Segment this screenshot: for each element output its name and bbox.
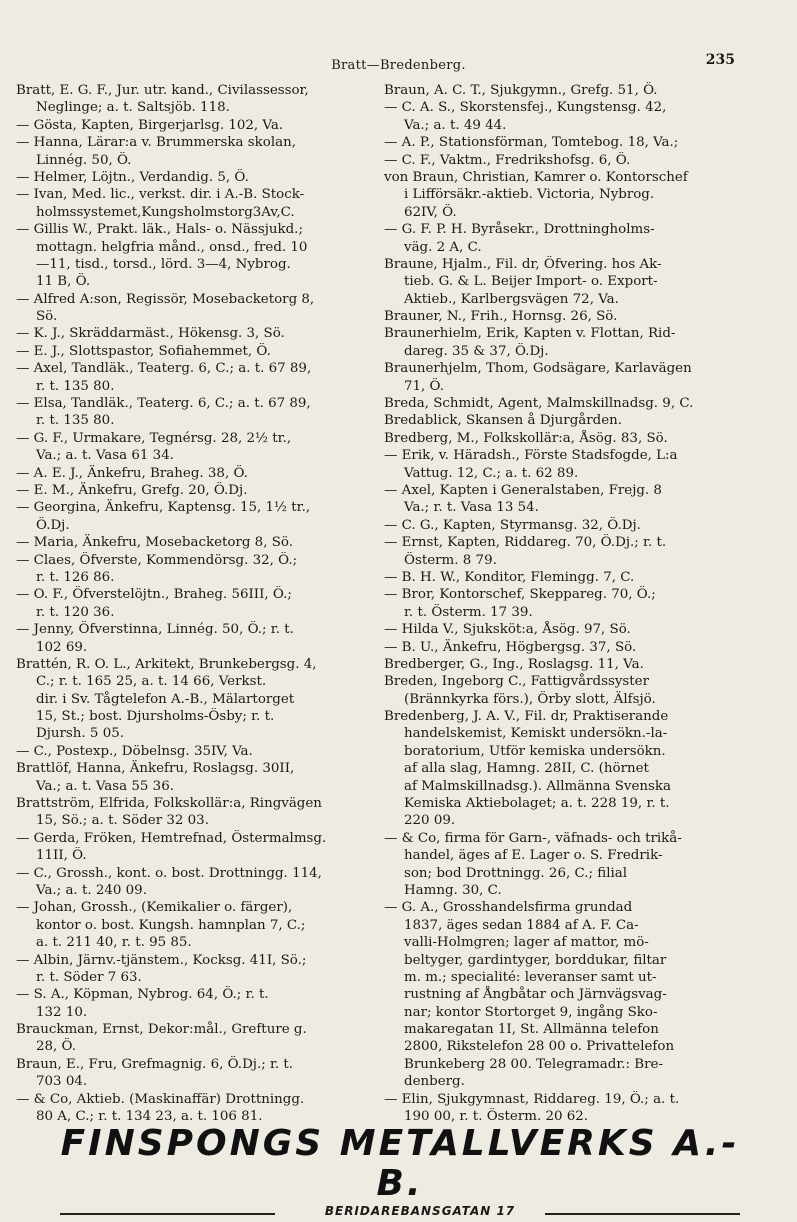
directory-line: — B. H. W., Konditor, Flemingg. 7, C. (384, 569, 635, 585)
directory-line: dir. i Sv. Tågtelefon A.-B., Mälartorget (36, 691, 295, 707)
page-header (0, 52, 797, 78)
directory-line: Va.; a. t. 49 44. (404, 117, 507, 133)
directory-line: Bredberg, M., Folkskollär:a, Åsög. 83, Sö. (384, 430, 668, 446)
directory-line: — Gösta, Kapten, Birgerjarlsg. 102, Va. (16, 117, 284, 133)
directory-line: Hamng. 30, C. (404, 882, 502, 898)
directory-line: valli-Holmgren; lager af mattor, mö- (404, 935, 649, 951)
directory-line: — C. F., Vaktm., Fredrikshofsg. 6, Ö. (384, 152, 631, 168)
directory-line: — C. G., Kapten, Styrmansg. 32, Ö.Dj. (384, 517, 641, 533)
right-column (384, 82, 786, 1125)
directory-line: — Georgina, Änkefru, Kaptensg. 15, 1½ tr., (16, 500, 311, 516)
page-number: 235 (705, 52, 735, 68)
directory-line: — S. A., Köpman, Nybrog. 64, Ö.; r. t. (16, 987, 269, 1003)
directory-line: 15, Sö.; a. t. Söder 32 03. (36, 813, 209, 829)
directory-line: kontor o. bost. Kungsh. hamnplan 7, C.; (36, 917, 306, 933)
directory-line: Breda, Schmidt, Agent, Malmskillnadsg. 9, C. (384, 396, 694, 412)
directory-line: — Alfred A:son, Regissör, Mosebacketorg 8, (16, 291, 315, 307)
directory-line: handel, äges af E. Lager o. S. Fredrik- (404, 848, 663, 864)
directory-line: rustning af Ångbåtar och Järnvägsvag- (404, 987, 667, 1003)
directory-line: — Gerda, Fröken, Hemtrefnad, Östermalmsg. (16, 830, 327, 846)
directory-line: Bredenberg, J. A. V., Fil. dr, Praktiserande (384, 709, 669, 725)
directory-line: — Claes, Öfverste, Kommendörsg. 32, Ö.; (16, 552, 298, 568)
directory-line: (Brännkyrka förs.), Örby slott, Älfsjö. (404, 691, 656, 707)
advertisement (40, 1123, 760, 1218)
directory-line: r. t. 120 36. (36, 604, 115, 620)
directory-line: — K. J., Skräddarmäst., Hökensg. 3, Sö. (16, 326, 285, 342)
directory-line: af Malmskillnadsg.). Allmänna Svenska (404, 778, 671, 794)
directory-line: — Helmer, Löjtn., Verdandig. 5, Ö. (16, 169, 249, 185)
directory-line: holmssystemet,Kungsholmstorg3Av,C. (36, 204, 295, 220)
advertisement-address-row (40, 1204, 760, 1222)
directory-line: dareg. 35 & 37, Ö.Dj. (404, 343, 549, 359)
directory-line: — C., Grossh., kont. o. bost. Drottningg. 114, (16, 865, 322, 881)
directory-line: a. t. 211 40, r. t. 95 85. (36, 935, 192, 951)
directory-line: Braunerhielm, Erik, Kapten v. Flottan, Rid- (384, 326, 676, 342)
directory-line: Va.; r. t. Vasa 13 54. (404, 500, 539, 516)
directory-line: Kemiska Aktiebolaget; a. t. 228 19, r. t. (404, 796, 670, 812)
directory-line: — Axel, Tandläk., Teaterg. 6, C.; a. t. 67 89, (16, 361, 312, 377)
directory-line: — O. F., Öfverstelöjtn., Braheg. 56III, Ö.; (16, 587, 292, 603)
directory-line: — A. P., Stationsförman, Tomtebog. 18, Va.; (384, 135, 679, 151)
directory-line: Va.; a. t. Vasa 61 34. (36, 448, 174, 464)
directory-line: Bredberger, G., Ing., Roslagsg. 11, Va. (384, 656, 644, 672)
directory-line: m. m.; specialité: leveranser samt ut- (404, 969, 657, 985)
directory-line: Braunerhjelm, Thom, Godsägare, Karlavägen (384, 361, 692, 377)
directory-line: Va.; a. t. Vasa 55 36. (36, 778, 174, 794)
directory-line: — G. A., Grosshandelsfirma grundad (384, 900, 633, 916)
directory-line: — A. E. J., Änkefru, Braheg. 38, Ö. (16, 465, 248, 481)
advertisement-title: FINSPONGS METALLVERKS A.-B. (60, 1123, 740, 1204)
directory-line: väg. 2 A, C. (404, 239, 482, 255)
directory-line: Brattén, R. O. L., Arkitekt, Brunkebergsg. 4, (16, 656, 317, 672)
directory-line: Ö.Dj. (36, 517, 70, 533)
directory-line: makaregatan 1I, St. Allmänna telefon (404, 1022, 659, 1038)
left-rule (60, 1213, 275, 1215)
directory-line: 11II, Ö. (36, 848, 87, 864)
directory-line: tieb. G. & L. Beijer Import- o. Export- (404, 274, 658, 290)
directory-line: Brattlöf, Hanna, Änkefru, Roslagsg. 30II, (16, 761, 295, 777)
directory-line: — Elin, Sjukgymnast, Riddareg. 19, Ö.; a. t. (384, 1091, 680, 1107)
directory-line: Sö. (36, 309, 58, 325)
directory-line: Braun, A. C. T., Sjukgymn., Grefg. 51, Ö. (384, 83, 658, 98)
left-column (16, 82, 384, 1125)
directory-line: i Lifförsäkr.-aktieb. Victoria, Nybrog. (404, 187, 655, 203)
directory-line: son; bod Drottningg. 26, C.; filial (404, 865, 628, 881)
directory-line: 80 A, C.; r. t. 134 23, a. t. 106 81. (36, 1109, 263, 1125)
directory-line: beltyger, gardintyger, borddukar, filtar (404, 952, 667, 968)
directory-line: r. t. 135 80. (36, 378, 115, 394)
directory-line: Bredablick, Skansen å Djurgården. (384, 413, 623, 429)
directory-line: 102 69. (36, 639, 88, 655)
directory-line: 2800, Rikstelefon 28 00 o. Privattelefon (404, 1039, 675, 1055)
directory-line: —11, tisd., torsd., lörd. 3—4, Nybrog. (36, 256, 291, 272)
directory-line: 62IV, Ö. (404, 204, 457, 220)
directory-line: — Albin, Järnv.-tjänstem., Kocksg. 41I, Sö.; (16, 952, 307, 968)
directory-line: — & Co, Aktieb. (Maskinaffär) Drottningg. (16, 1091, 305, 1107)
directory-line: 11 B, Ö. (36, 274, 91, 290)
directory-line: 1837, äges sedan 1884 af A. F. Ca- (404, 917, 639, 933)
directory-line: handelskemist, Kemiskt undersökn.-la- (404, 726, 668, 742)
directory-line: r. t. Österm. 17 39. (404, 604, 533, 620)
directory-line: boratorium, Utför kemiska undersökn. (404, 743, 666, 759)
directory-line: r. t. 135 80. (36, 413, 115, 429)
directory-line: 220 09. (404, 813, 456, 829)
directory-line: Linnég. 50, Ö. (36, 152, 132, 168)
directory-line: Braune, Hjalm., Fil. dr, Öfvering. hos Ak- (384, 256, 662, 272)
directory-line: Bratt, E. G. F., Jur. utr. kand., Civilassessor, (16, 83, 309, 98)
advertisement-address: BERIDAREBANSGATAN 17 (324, 1204, 516, 1218)
directory-line: 190 00, r. t. Österm. 20 62. (404, 1109, 589, 1125)
directory-line: nar; kontor Stortorget 9, ingång Sko- (404, 1004, 658, 1020)
directory-line: — C., Postexp., Döbelnsg. 35IV, Va. (16, 743, 253, 759)
directory-line: Brunkeberg 28 00. Telegramadr.: Bre- (404, 1056, 663, 1072)
directory-line: r. t. Söder 7 63. (36, 969, 142, 985)
directory-line: 703 04. (36, 1074, 88, 1090)
directory-line: — Ernst, Kapten, Riddareg. 70, Ö.Dj.; r. t. (384, 535, 667, 551)
directory-line: — Gillis W., Prakt. läk., Hals- o. Nässjukd.; (16, 222, 303, 238)
running-title: Bratt—Bredenberg. (331, 58, 466, 73)
directory-line: — Hanna, Lärar:a v. Brummerska skolan, (16, 135, 296, 151)
directory-line: — Johan, Grossh., (Kemikalier o. färger), (16, 900, 293, 916)
directory-line: — Maria, Änkefru, Mosebacketorg 8, Sö. (16, 535, 293, 551)
directory-line: — E. M., Änkefru, Grefg. 20, Ö.Dj. (16, 482, 248, 498)
directory-line: 15, St.; bost. Djursholms-Ösby; r. t. (36, 709, 275, 725)
directory-line: — Bror, Kontorschef, Skeppareg. 70, Ö.; (384, 587, 656, 603)
right-rule (545, 1213, 740, 1215)
directory-line: Vattug. 12, C.; a. t. 62 89. (404, 465, 579, 481)
directory-line: von Braun, Christian, Kamrer o. Kontorschef (384, 169, 688, 185)
directory-line: — & Co, firma för Garn-, väfnads- och trikå- (384, 830, 682, 846)
directory-line: denberg. (404, 1074, 465, 1090)
directory-line: — E. J., Slottspastor, Sofiahemmet, Ö. (16, 343, 271, 359)
directory-line: — G. F. P. H. Byråsekr., Drottningholms- (384, 222, 655, 238)
directory-line: — Axel, Kapten i Generalstaben, Frejg. 8 (384, 482, 662, 498)
directory-line: Österm. 8 79. (404, 552, 497, 568)
directory-line: — G. F., Urmakare, Tegnérsg. 28, 2½ tr., (16, 430, 292, 446)
directory-line: — Erik, v. Häradsh., Förste Stadsfogde, L:a (384, 448, 678, 464)
directory-line: Aktieb., Karlbergsvägen 72, Va. (404, 291, 619, 307)
directory-line: af alla slag, Hamng. 28II, C. (hörnet (404, 761, 649, 777)
directory-line: Djursh. 5 05. (36, 726, 124, 742)
directory-line: Brauckman, Ernst, Dekor:mål., Grefture g. (16, 1022, 307, 1038)
directory-line: — Hilda V., Sjuksköt:a, Åsög. 97, Sö. (384, 622, 631, 638)
directory-line: Braun, E., Fru, Grefmagnig. 6, Ö.Dj.; r. t. (16, 1056, 294, 1072)
directory-line: Va.; a. t. 240 09. (36, 882, 147, 898)
directory-line: Brattström, Elfrida, Folkskollär:a, Ringvägen (16, 796, 322, 812)
directory-line: 71, Ö. (404, 378, 445, 394)
directory-line: C.; r. t. 165 25, a. t. 14 66, Verkst. (36, 674, 267, 690)
directory-line: Neglinge; a. t. Saltsjöb. 118. (36, 100, 230, 116)
directory-line: Brauner, N., Frih., Hornsg. 26, Sö. (384, 309, 618, 325)
directory-line: — Elsa, Tandläk., Teaterg. 6, C.; a. t. 67 89, (16, 396, 311, 412)
directory-line: — B. U., Änkefru, Högbergsg. 37, Sö. (384, 639, 637, 655)
directory-line: r. t. 126 86. (36, 569, 115, 585)
directory-line: — C. A. S., Skorstensfej., Kungstensg. 42, (384, 100, 667, 116)
directory-line: mottagn. helgfria månd., onsd., fred. 10 (36, 239, 308, 255)
directory-line: — Jenny, Öfverstinna, Linnég. 50, Ö.; r. t. (16, 622, 294, 638)
directory-line: Breden, Ingeborg C., Fattigvårdssyster (384, 674, 650, 690)
directory-line: 132 10. (36, 1004, 88, 1020)
directory-line: 28, Ö. (36, 1039, 77, 1055)
directory-line: — Ivan, Med. lic., verkst. dir. i A.-B. Stock- (16, 187, 305, 203)
